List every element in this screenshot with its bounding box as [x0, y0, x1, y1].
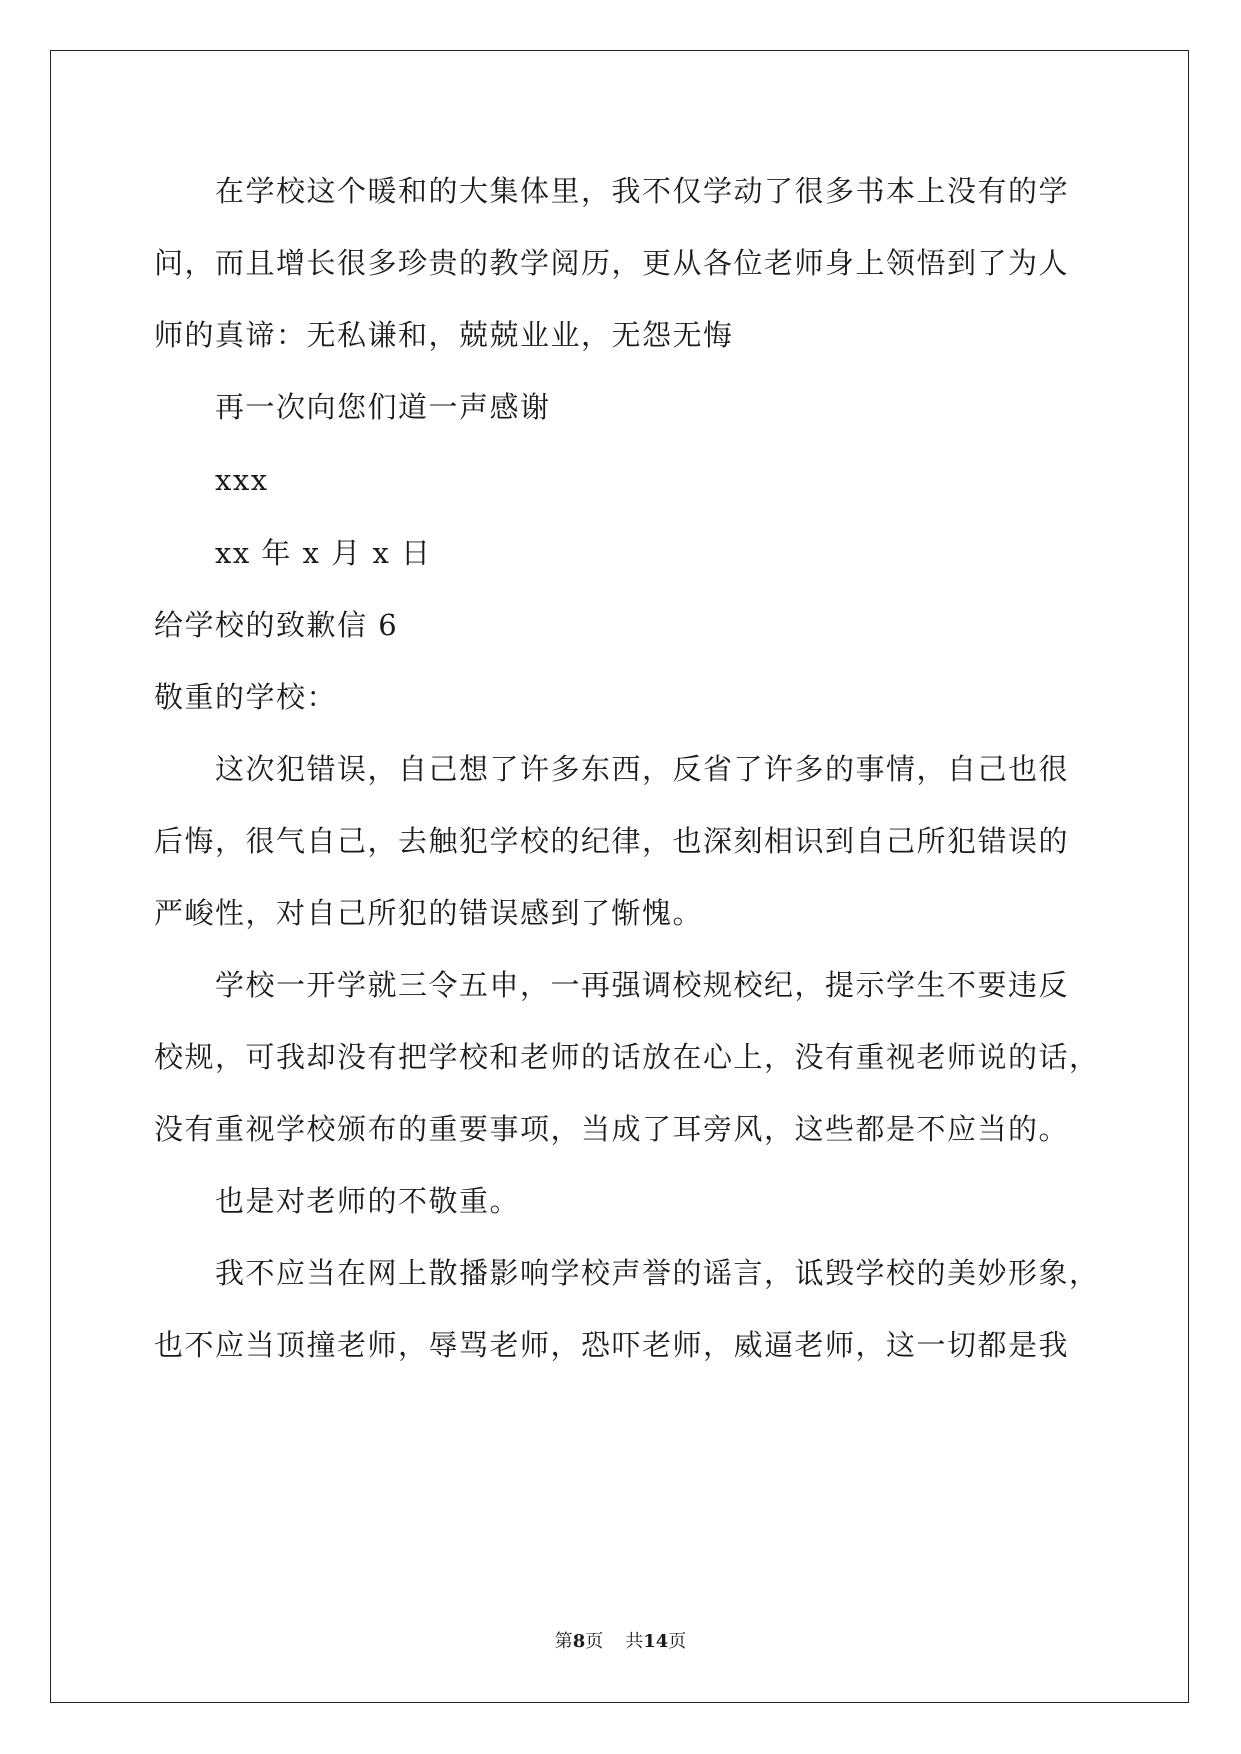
page-footer — [0, 1627, 1241, 1653]
paragraph-line: 我不应当在网上散播影响学校声誉的谣言，诋毁学校的美妙形象， — [215, 1256, 1100, 1290]
paragraph-line: 后悔，很气自己，去触犯学校的纪律，也深刻相识到自己所犯错误的 — [154, 824, 1070, 858]
page-frame — [50, 50, 1189, 1703]
paragraph-line: 这次犯错误，自己想了许多东西，反省了许多的事情，自己也很 — [215, 752, 1070, 786]
section-title: 给学校的致歉信 6 — [154, 608, 399, 642]
total-pages-label: 共14页 — [625, 1631, 687, 1652]
paragraph-line: 没有重视学校颁布的重要事项，当成了耳旁风，这些都是不应当的。 — [154, 1112, 1070, 1146]
paragraph-line: 也不应当顶撞老师，辱骂老师，恐吓老师，威逼老师，这一切都是我 — [154, 1328, 1070, 1362]
salutation: 敬重的学校： — [154, 680, 338, 714]
paragraph-line: 学校一开学就三令五申，一再强调校规校纪，提示学生不要违反 — [215, 968, 1070, 1002]
paragraph-line: 问，而且增长很多珍贵的教学阅历，更从各位老师身上领悟到了为人 — [154, 246, 1070, 280]
paragraph-line: 在学校这个暖和的大集体里，我不仅学动了很多书本上没有的学 — [215, 174, 1070, 208]
page-number-label: 第8页 — [554, 1631, 604, 1652]
signature-name: xxx — [215, 463, 269, 497]
paragraph-line: 师的真谛：无私谦和，兢兢业业，无怨无悔 — [154, 318, 734, 352]
signature-date: xx 年 x 月 x 日 — [215, 536, 432, 570]
paragraph-line: 校规，可我却没有把学校和老师的话放在心上，没有重视老师说的话， — [154, 1040, 1100, 1074]
paragraph-line: 再一次向您们道一声感谢 — [215, 390, 551, 424]
paragraph-line: 严峻性，对自己所犯的错误感到了惭愧。 — [154, 896, 704, 930]
paragraph-line: 也是对老师的不敬重。 — [215, 1184, 521, 1218]
